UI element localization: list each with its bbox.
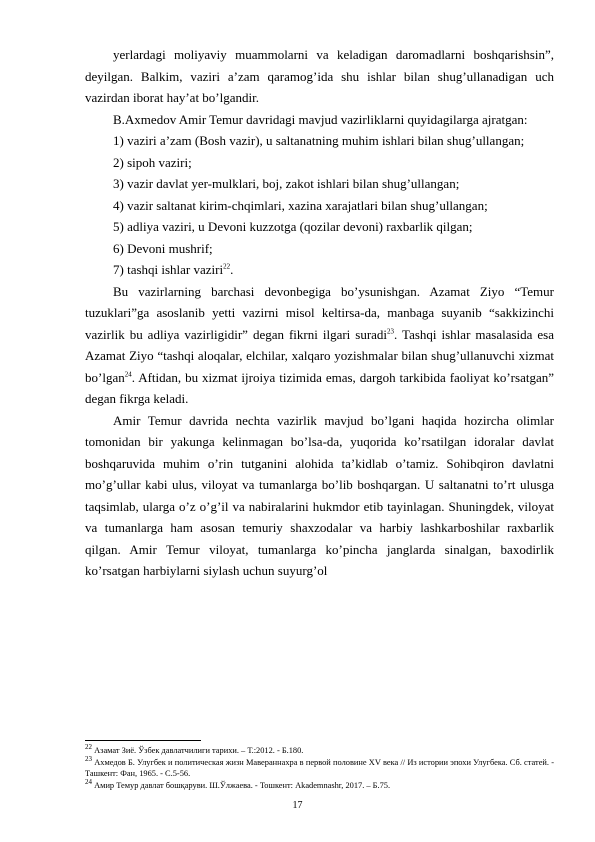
list-item-7-tail: . — [230, 262, 234, 277]
footnote-ref-23: 23 — [387, 327, 395, 336]
paragraph-2: B.Axmedov Amir Temur davridagi mavjud vazirliklarni quyidagilarga ajratgan: — [113, 111, 528, 127]
footnote-text: Амир Темур давлат бошқаруви. Ш.Ўлжаева. - Тошкент: Akademnashr, 2017. – Б.75. — [92, 780, 391, 790]
paragraph-3-part-c: . Aftidan, bu xizmat ijroiya tizimida emas, dargoh tarkibida faoliyat ko’rsatgan” degan fikrga keladi. — [85, 369, 554, 406]
footnote-text: Азамат Зиё. Ўзбек давлатчилиги тарихи. – Т.:2012. - Б.180. — [92, 746, 304, 755]
list-item-4: 4) vazir saltanat kirim-chqimlari, xazina xarajatlari bilan shug’ullangan; — [113, 197, 488, 213]
footnote-number: 24 — [85, 777, 92, 786]
paragraph-3-part-b: . Tashqi ishlar masalasida esa Azamat Ziyo “tashqi aloqalar, elchilar, xalqaro yozishmalar bilan shug’ullanuvchi xizmat bo’lgan — [85, 326, 554, 385]
list-item-7 — [85, 259, 554, 281]
list-item-7-text: 7) tashqi ishlar vaziri — [113, 262, 224, 277]
footnotes — [85, 745, 554, 791]
list-item-1: 1) vaziri a’zam (Bosh vazir), u saltanatning muhim ishlari bilan shug’ullangan; — [113, 133, 525, 148]
paragraph-3-part-a: Bu vazirlarning barchasi devonbegiga bo’ysunishgan. Azamat Ziyo “Temur tuzuklari”ga asoslanib yetti vazirni misol keltirsa-da, manbaga suyanib “sakkizinchi vazirlik bu adliya vazirligidir” degan fikrni ilgari suradi — [85, 283, 554, 342]
list-item-5: 5) adliya vaziri, u Devoni kuzzotga (qozilar devoni) raxbarlik qilgan; — [113, 219, 473, 234]
paragraph-3 — [85, 281, 554, 410]
list-item-3: 3) vazir davlat yer-mulklari, boj, zakot ishlari bilan shug’ullangan; — [113, 176, 460, 191]
footnote-number: 23 — [85, 754, 92, 763]
footnote-ref-24: 24 — [124, 370, 132, 379]
footnote-24 — [85, 777, 554, 792]
paragraph-1: yerlardagi moliyaviy muammolarni va keladigan daromadlarni boshqarishsin”, deyilgan. Balkim, vaziri a’zam qaramog’ida shu ishlar bilan shug’ullanadigan uch vazirdan iborat hay’at bo’lgandir. — [85, 47, 554, 105]
footnote-number: 22 — [85, 743, 92, 752]
footnote-22 — [85, 745, 554, 757]
footnote-text: Ахмедов Б. Улугбек и политическая жизн Мавераннахра в первой половине XV века // Из истории эпохи Улугбека. Сб. статей. - Ташкент: Фан, 1965. - С.5-56. — [85, 757, 554, 778]
list-item-2: 2) sipoh vaziri; — [113, 154, 192, 170]
footnote-ref-22: 22 — [223, 262, 231, 271]
page-number: 17 — [292, 800, 303, 811]
paragraph-4: Amir Temur davrida nechta vazirlik mavjud bo’lgani haqida hozircha olimlar tomonidan bir yakunga kelinmagan bo’lsa-da, yuqorida ko’rsatilgan idoralar davlat boshqaruvida muhim o’rin tutganini alohida ta’kidlab o’tamiz. Sohibqiron davlatni mo’g’ullar kabi ulus, viloyat va tumanlarga bo’lib boshqargan. U saltanatni to’rt ulusga taqsimlab, ularga o’z o’g’il va nabiralarini hukmdor etib tayinlagan. Shuningdek, viloyat va tumanlarga ham asosan temuriy shaxzodalar va harbiy lashkarboshilar raxbarlik qilgan. Amir Temur viloyat, tumanlarga ko’pincha janglarda sinalgan, baxodirlik ko’rsatgan harbiylarni siylash uchun suyurg’ol — [85, 412, 554, 578]
footnote-23 — [85, 754, 554, 780]
footnote-separator — [85, 740, 201, 741]
main-text — [85, 44, 554, 582]
list-item-6: 6) Devoni mushrif; — [113, 240, 213, 256]
